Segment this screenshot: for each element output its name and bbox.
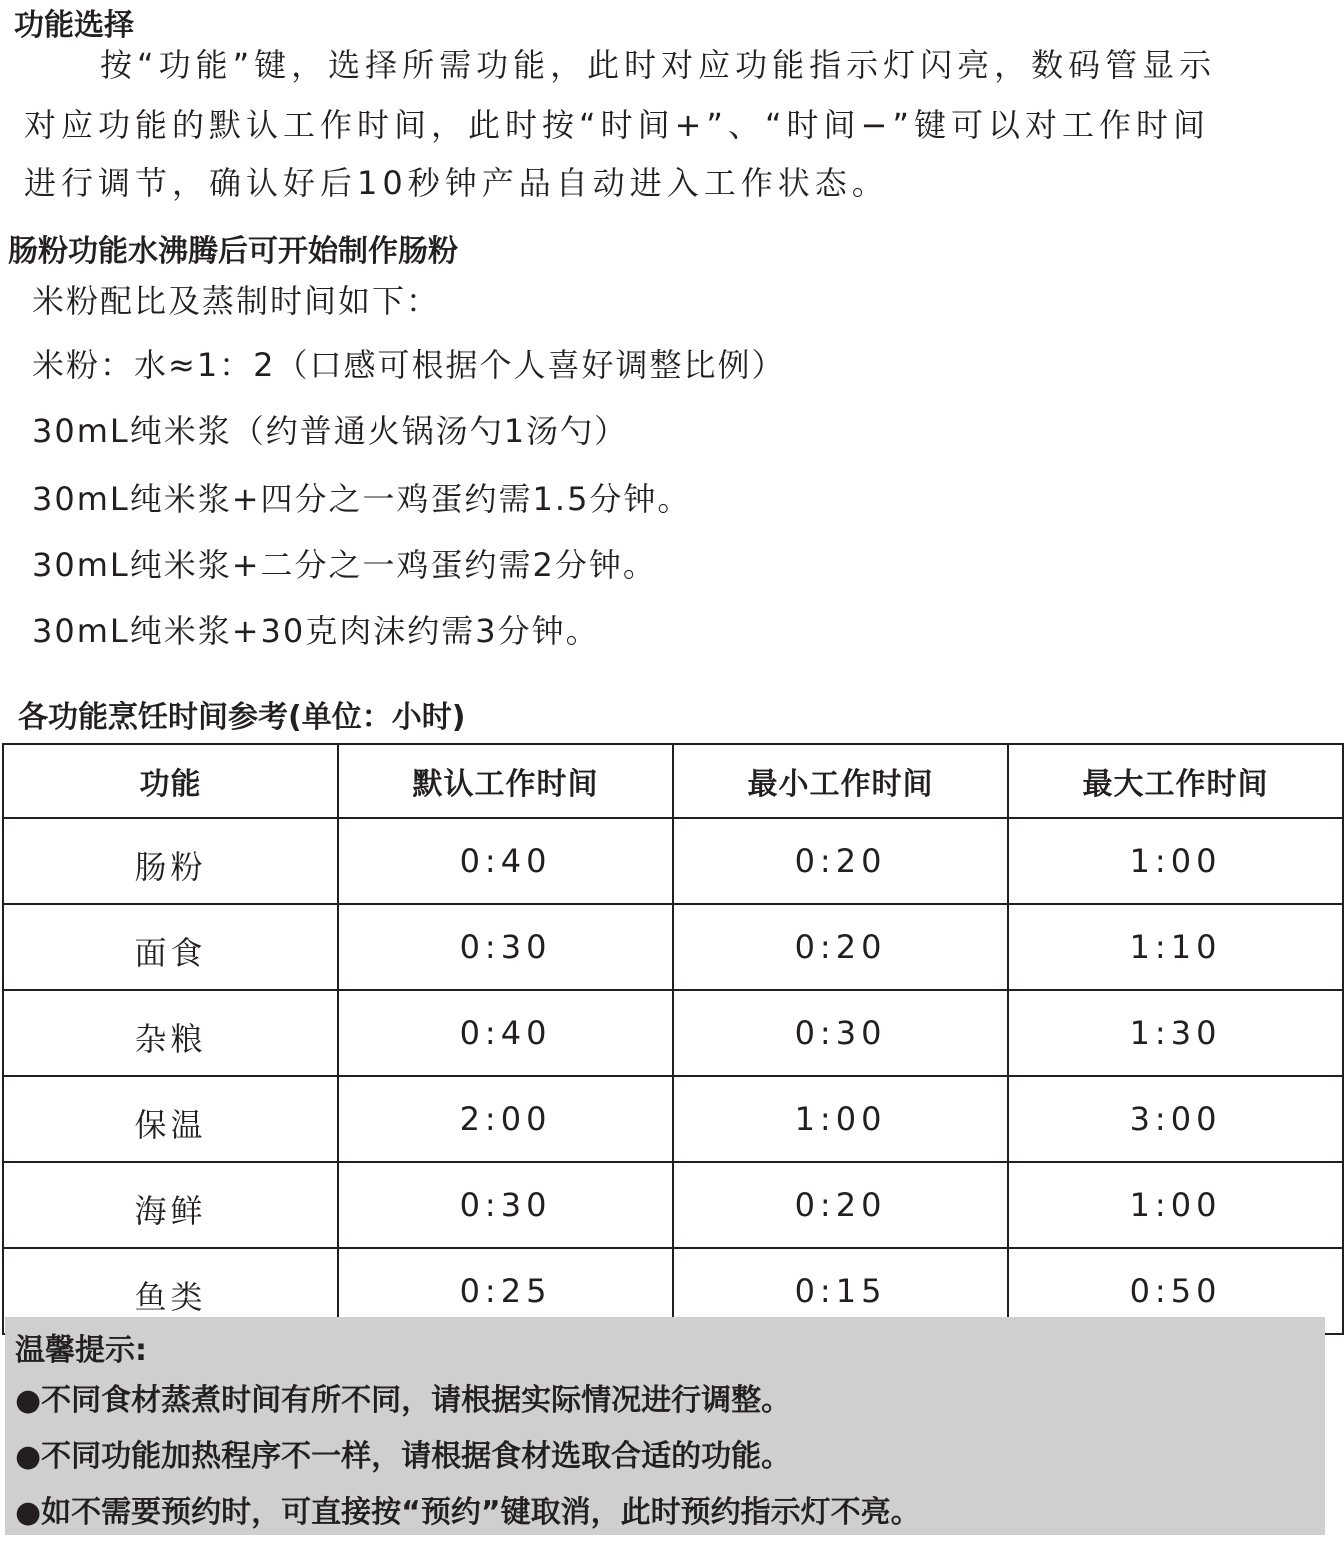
cell-min-time: 0:20 [673,904,1008,990]
cell-default-time: 2:00 [338,1076,673,1162]
cell-min-time: 1:00 [673,1076,1008,1162]
cell-max-time: 0:50 [1008,1248,1343,1334]
rice-roll-line-3: 30mL纯米浆（约普通火锅汤勺1汤勺） [32,412,629,450]
function-select-line-3: 进行调节，确认好后10秒钟产品自动进入工作状态。 [24,164,889,202]
cell-default-time: 0:40 [338,818,673,904]
rice-roll-line-2: 米粉：水≈1：2（口感可根据个人喜好调整比例） [32,346,786,384]
table-caption: 各功能烹饪时间参考(单位：小时) [18,700,466,735]
cell-function: 杂粮 [3,990,338,1076]
cell-function: 鱼类 [3,1248,338,1334]
cell-min-time: 0:20 [673,818,1008,904]
cell-max-time: 3:00 [1008,1076,1343,1162]
table-row [3,904,1343,990]
cooking-time-table [2,743,1344,1335]
tip-item-3: ●如不需要预约时，可直接按“预约”键取消，此时预约指示灯不亮。 [15,1495,921,1530]
cell-max-time: 1:00 [1008,818,1343,904]
cell-min-time: 0:15 [673,1248,1008,1334]
cell-min-time: 0:30 [673,990,1008,1076]
rice-roll-line-1: 米粉配比及蒸制时间如下： [32,282,441,320]
header-max-time: 最大工作时间 [1008,744,1343,818]
cell-max-time: 1:00 [1008,1162,1343,1248]
cell-default-time: 0:30 [338,1162,673,1248]
cell-function: 肠粉 [3,818,338,904]
cell-function: 海鲜 [3,1162,338,1248]
rice-roll-line-5: 30mL纯米浆+二分之一鸡蛋约需2分钟。 [32,546,657,584]
rice-roll-line-6: 30mL纯米浆+30克肉沫约需3分钟。 [32,612,600,650]
cell-default-time: 0:40 [338,990,673,1076]
header-function: 功能 [3,744,338,818]
tip-item-2: ●不同功能加热程序不一样，请根据食材选取合适的功能。 [15,1439,792,1474]
tips-heading: 温馨提示: [15,1333,147,1368]
table-row [3,818,1343,904]
cell-function: 面食 [3,904,338,990]
header-default-time: 默认工作时间 [338,744,673,818]
table-row [3,990,1343,1076]
function-select-line-1: 按“功能”键，选择所需功能，此时对应功能指示灯闪亮，数码管显示 [100,46,1217,84]
cell-default-time: 0:30 [338,904,673,990]
cell-default-time: 0:25 [338,1248,673,1334]
tips-box [5,1317,1325,1535]
table-row [3,1162,1343,1248]
function-select-line-2: 对应功能的默认工作时间，此时按“时间+”、“时间−”键可以对工作时间 [24,106,1210,144]
cell-function: 保温 [3,1076,338,1162]
header-min-time: 最小工作时间 [673,744,1008,818]
cell-max-time: 1:30 [1008,990,1343,1076]
table-row [3,1076,1343,1162]
tip-item-1: ●不同食材蒸煮时间有所不同，请根据实际情况进行调整。 [15,1383,792,1418]
table-header-row [3,744,1343,818]
cell-min-time: 0:20 [673,1162,1008,1248]
function-select-heading: 功能选择 [14,8,134,43]
rice-roll-line-4: 30mL纯米浆+四分之一鸡蛋约需1.5分钟。 [32,480,692,518]
cell-max-time: 1:10 [1008,904,1343,990]
rice-roll-heading: 肠粉功能水沸腾后可开始制作肠粉 [8,234,458,269]
